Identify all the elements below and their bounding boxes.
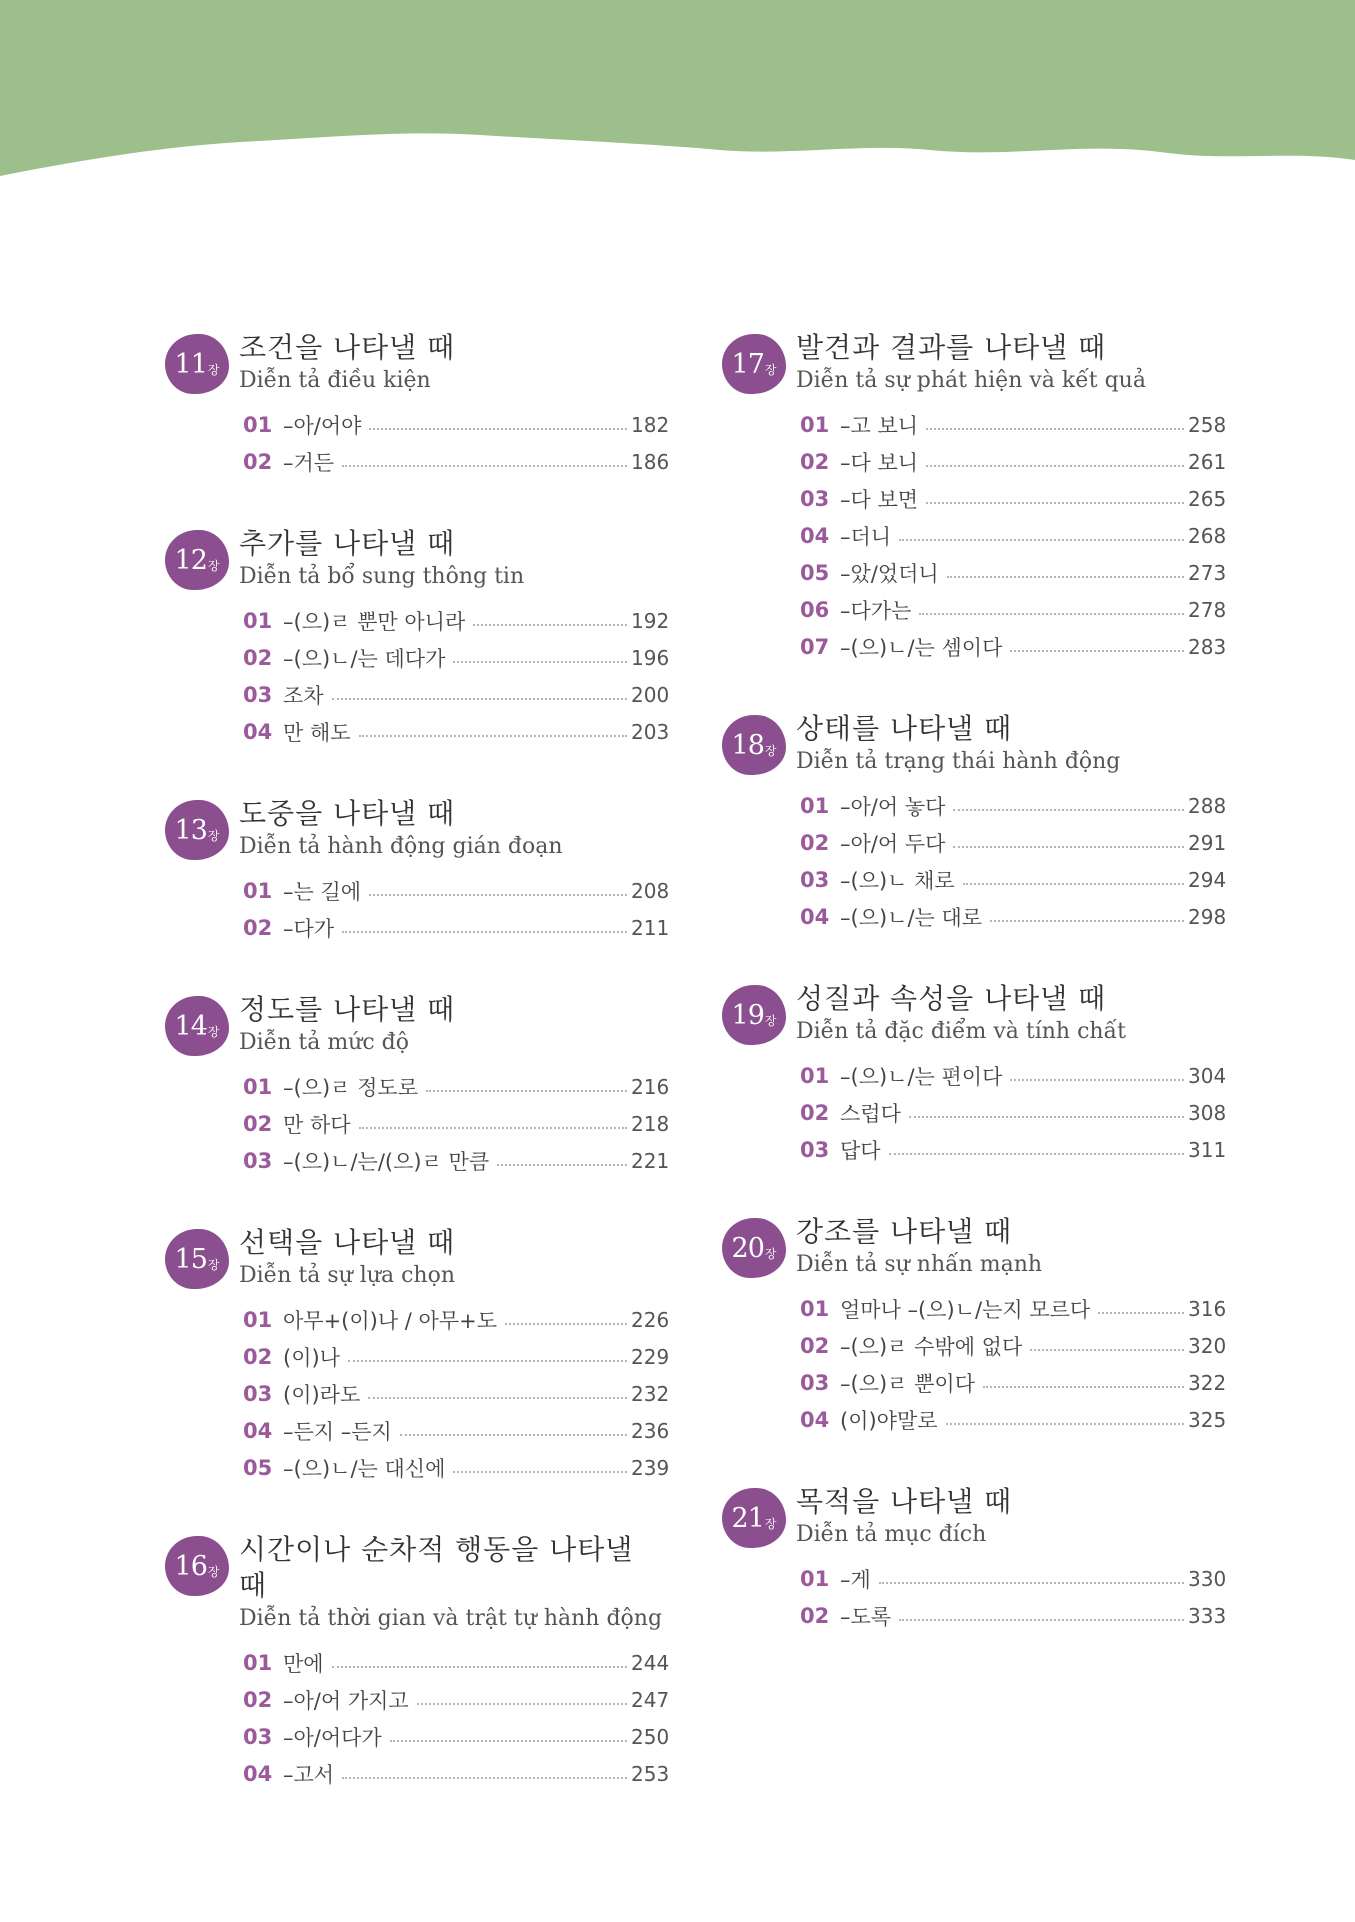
entry-title: –아/어 놓다 xyxy=(840,794,946,819)
chapter-jang: 장 xyxy=(207,1024,220,1039)
page-number: 226 xyxy=(631,1307,670,1332)
toc-entry[interactable] xyxy=(800,1560,1227,1597)
chapter-header xyxy=(722,711,1222,777)
chapter-items xyxy=(165,602,670,750)
chapter-header xyxy=(722,981,1222,1047)
entry-number: 03 xyxy=(243,1724,273,1749)
entry-title: –거든 xyxy=(283,450,335,475)
dot-leader xyxy=(1030,1349,1184,1351)
entry-title: (이)야말로 xyxy=(840,1408,938,1433)
toc-entry[interactable] xyxy=(243,1449,670,1486)
entry-number: 04 xyxy=(243,1418,273,1443)
entry-number: 03 xyxy=(243,1148,273,1173)
chapter-number: 19 xyxy=(731,999,764,1031)
chapter-items xyxy=(165,872,670,946)
entry-number: 04 xyxy=(800,523,830,548)
chapter-section xyxy=(722,711,1227,935)
entry-number: 04 xyxy=(800,1407,830,1432)
entry-number: 02 xyxy=(243,449,273,474)
entry-number: 03 xyxy=(243,1381,273,1406)
entry-title: 만 해도 xyxy=(283,720,351,745)
page-number: 218 xyxy=(631,1111,670,1136)
toc-entry[interactable] xyxy=(800,1364,1227,1401)
dot-leader xyxy=(990,920,1184,922)
dot-leader xyxy=(342,1777,627,1779)
entry-number: 02 xyxy=(800,1333,830,1358)
entry-title: –다 보니 xyxy=(840,450,919,475)
page-number: 333 xyxy=(1188,1603,1227,1628)
entry-number: 02 xyxy=(243,645,273,670)
entry-title: –아/어 가지고 xyxy=(283,1688,409,1713)
toc-right-column xyxy=(722,330,1227,1680)
chapter-subtitle: Diễn tả đặc điểm và tính chất xyxy=(796,1019,1126,1044)
chapter-number: 12 xyxy=(174,544,207,576)
page-number: 291 xyxy=(1188,830,1227,855)
toc-entry[interactable] xyxy=(243,1718,670,1755)
chapter-header xyxy=(722,1214,1222,1280)
chapter-section xyxy=(722,330,1227,665)
chapter-badge xyxy=(165,1229,229,1289)
entry-number: 03 xyxy=(800,867,830,892)
chapter-header xyxy=(722,330,1222,396)
page-number: 294 xyxy=(1188,867,1227,892)
dot-leader xyxy=(947,576,1184,578)
dot-leader xyxy=(348,1360,627,1362)
toc-left-column xyxy=(165,330,670,1838)
toc-entry[interactable] xyxy=(243,1142,670,1179)
page-number: 265 xyxy=(1188,486,1227,511)
chapter-items xyxy=(165,1301,670,1486)
dot-leader xyxy=(953,809,1184,811)
entry-title: –(으)ㄴ/는/(으)ㄹ 만큼 xyxy=(283,1149,490,1174)
page-number: 253 xyxy=(631,1761,670,1786)
chapter-number: 17 xyxy=(731,348,764,380)
toc-entry[interactable] xyxy=(243,602,670,639)
entry-title: –게 xyxy=(840,1567,871,1592)
toc-entry[interactable] xyxy=(800,1290,1227,1327)
entry-title: –(으)ㄴ/는 편이다 xyxy=(840,1064,1003,1089)
toc-entry[interactable] xyxy=(800,861,1227,898)
chapter-items xyxy=(165,1644,670,1792)
entry-number: 01 xyxy=(243,1650,273,1675)
page-number: 304 xyxy=(1188,1063,1227,1088)
page-number: 283 xyxy=(1188,634,1227,659)
chapter-jang: 장 xyxy=(764,362,777,377)
dot-leader xyxy=(359,1127,627,1129)
entry-title: (이)나 xyxy=(283,1345,340,1370)
entry-number: 01 xyxy=(800,1063,830,1088)
entry-number: 02 xyxy=(243,1111,273,1136)
entry-number: 02 xyxy=(243,1344,273,1369)
dot-leader xyxy=(1010,650,1184,652)
dot-leader xyxy=(505,1323,627,1325)
chapter-section xyxy=(165,526,670,750)
page-number: 221 xyxy=(631,1148,670,1173)
chapter-subtitle: Diễn tả sự lựa chọn xyxy=(239,1263,455,1288)
dot-leader xyxy=(359,735,627,737)
entry-number: 05 xyxy=(800,560,830,585)
chapter-jang: 장 xyxy=(207,558,220,573)
chapter-jang: 장 xyxy=(207,1564,220,1579)
chapter-title: 추가를 나타낼 때 xyxy=(239,527,456,560)
page-number: 320 xyxy=(1188,1333,1227,1358)
toc-entry[interactable] xyxy=(243,1301,670,1338)
toc-entry[interactable] xyxy=(243,406,670,443)
toc-entry[interactable] xyxy=(243,1338,670,1375)
entry-title: 만에 xyxy=(283,1651,324,1676)
entry-number: 01 xyxy=(243,878,273,903)
dot-leader xyxy=(879,1582,1184,1584)
chapter-title: 발견과 결과를 나타낼 때 xyxy=(796,331,1107,364)
chapter-title: 시간이나 순차적 행동을 나타낼 때 xyxy=(239,1533,634,1602)
chapter-number: 18 xyxy=(731,729,764,761)
chapter-items xyxy=(722,406,1227,665)
page-number: 203 xyxy=(631,719,670,744)
header-band xyxy=(0,0,1355,200)
chapter-subtitle: Diễn tả trạng thái hành động xyxy=(796,749,1121,774)
entry-number: 01 xyxy=(243,1307,273,1332)
toc-entry[interactable] xyxy=(800,824,1227,861)
dot-leader xyxy=(983,1386,1184,1388)
chapter-number: 16 xyxy=(174,1550,207,1582)
page-number: 200 xyxy=(631,682,670,707)
chapter-section xyxy=(165,1225,670,1486)
entry-title: –아/어 두다 xyxy=(840,831,946,856)
toc-entry[interactable] xyxy=(800,1401,1227,1438)
chapter-number: 13 xyxy=(174,814,207,846)
chapter-badge xyxy=(165,996,229,1056)
chapter-subtitle: Diễn tả bổ sung thông tin xyxy=(239,564,525,589)
chapter-header xyxy=(165,1225,665,1291)
dot-leader xyxy=(369,428,627,430)
entry-number: 04 xyxy=(243,719,273,744)
entry-title: 답다 xyxy=(840,1138,881,1163)
page-number: 325 xyxy=(1188,1407,1227,1432)
page-number: 250 xyxy=(631,1724,670,1749)
entry-title: –다가는 xyxy=(840,598,912,623)
toc-entry[interactable] xyxy=(800,1131,1227,1168)
entry-number: 03 xyxy=(243,682,273,707)
dot-leader xyxy=(919,613,1184,615)
entry-number: 03 xyxy=(800,1370,830,1395)
page-number: 244 xyxy=(631,1650,670,1675)
dot-leader xyxy=(1010,1079,1184,1081)
toc-entry[interactable] xyxy=(800,1094,1227,1131)
dot-leader xyxy=(453,661,627,663)
chapter-number: 11 xyxy=(174,348,207,380)
chapter-items xyxy=(722,1560,1227,1634)
chapter-jang: 장 xyxy=(207,362,220,377)
toc-entry[interactable] xyxy=(243,1068,670,1105)
entry-number: 05 xyxy=(243,1455,273,1480)
entry-title: –았/었더니 xyxy=(840,561,939,586)
page-number: 247 xyxy=(631,1687,670,1712)
chapter-section xyxy=(165,1532,670,1792)
entry-title: 얼마나 –(으)ㄴ/는지 모르다 xyxy=(840,1297,1091,1322)
chapter-items xyxy=(722,1290,1227,1438)
page-number: 261 xyxy=(1188,449,1227,474)
entry-number: 02 xyxy=(800,449,830,474)
chapter-title: 조건을 나타낼 때 xyxy=(239,331,456,364)
chapter-number: 15 xyxy=(174,1243,207,1275)
dot-leader xyxy=(963,883,1184,885)
page-number: 196 xyxy=(631,645,670,670)
page-number: 322 xyxy=(1188,1370,1227,1395)
dot-leader xyxy=(926,428,1184,430)
entry-title: 조차 xyxy=(283,683,324,708)
chapter-badge xyxy=(722,1218,786,1278)
page-number: 192 xyxy=(631,608,670,633)
chapter-jang: 장 xyxy=(764,1013,777,1028)
chapter-number: 14 xyxy=(174,1010,207,1042)
dot-leader xyxy=(332,1666,627,1668)
toc-entry[interactable] xyxy=(243,1644,670,1681)
toc-entry[interactable] xyxy=(800,787,1227,824)
entry-title: –(으)ㄴ/는 대로 xyxy=(840,905,983,930)
page-number: 273 xyxy=(1188,560,1227,585)
entry-number: 01 xyxy=(800,412,830,437)
dot-leader xyxy=(400,1434,627,1436)
chapter-badge xyxy=(165,530,229,590)
chapter-header xyxy=(165,330,665,396)
chapter-header xyxy=(165,992,665,1058)
chapter-jang: 장 xyxy=(764,743,777,758)
chapter-section xyxy=(722,1484,1227,1634)
chapter-section xyxy=(722,981,1227,1168)
dot-leader xyxy=(953,846,1184,848)
entry-title: –(으)ㄹ 수밖에 없다 xyxy=(840,1334,1023,1359)
entry-number: 02 xyxy=(243,915,273,940)
chapter-title: 정도를 나타낼 때 xyxy=(239,993,456,1026)
page-number: 208 xyxy=(631,878,670,903)
toc-entry[interactable] xyxy=(243,1375,670,1412)
dot-leader xyxy=(426,1090,627,1092)
chapter-subtitle: Diễn tả thời gian và trật tự hành động xyxy=(239,1606,663,1631)
entry-title: –아/어야 xyxy=(283,413,362,438)
chapter-header xyxy=(165,796,665,862)
chapter-badge xyxy=(165,1536,229,1596)
dot-leader xyxy=(369,894,627,896)
dot-leader xyxy=(390,1740,627,1742)
chapter-title: 도중을 나타낼 때 xyxy=(239,797,456,830)
entry-title: 아무+(이)나 / 아무+도 xyxy=(283,1308,498,1333)
chapter-title: 강조를 나타낼 때 xyxy=(796,1215,1013,1248)
entry-number: 03 xyxy=(800,486,830,511)
dot-leader xyxy=(368,1397,627,1399)
entry-title: (이)라도 xyxy=(283,1382,361,1407)
chapter-subtitle: Diễn tả mục đích xyxy=(796,1522,987,1547)
dot-leader xyxy=(1098,1312,1184,1314)
toc-entry[interactable] xyxy=(243,676,670,713)
page-number: 186 xyxy=(631,449,670,474)
chapter-items xyxy=(165,1068,670,1179)
chapter-badge xyxy=(165,800,229,860)
entry-title: –든지 –든지 xyxy=(283,1419,392,1444)
toc-entry[interactable] xyxy=(243,443,670,480)
toc-entry[interactable] xyxy=(800,443,1227,480)
entry-title: 스럽다 xyxy=(840,1101,901,1126)
entry-number: 02 xyxy=(800,1603,830,1628)
chapter-subtitle: Diễn tả sự nhấn mạnh xyxy=(796,1252,1043,1277)
dot-leader xyxy=(909,1116,1184,1118)
chapter-title: 상태를 나타낼 때 xyxy=(796,712,1013,745)
page-number: 211 xyxy=(631,915,670,940)
page-number: 239 xyxy=(631,1455,670,1480)
toc-entry[interactable] xyxy=(243,1105,670,1142)
chapter-number: 21 xyxy=(731,1502,764,1534)
page-number: 278 xyxy=(1188,597,1227,622)
entry-title: 만 하다 xyxy=(283,1112,351,1137)
entry-number: 06 xyxy=(800,597,830,622)
toc-entry[interactable] xyxy=(243,639,670,676)
entry-number: 07 xyxy=(800,634,830,659)
entry-title: –(으)ㄴ/는 데다가 xyxy=(283,646,446,671)
page-number: 229 xyxy=(631,1344,670,1369)
dot-leader xyxy=(889,1153,1184,1155)
entry-title: –(으)ㄹ 뿐이다 xyxy=(840,1371,975,1396)
entry-title: –고서 xyxy=(283,1762,335,1787)
chapter-header xyxy=(165,1532,665,1634)
page-number: 330 xyxy=(1188,1566,1227,1591)
chapter-title: 목적을 나타낼 때 xyxy=(796,1485,1013,1518)
dot-leader xyxy=(342,465,627,467)
page-number: 258 xyxy=(1188,412,1227,437)
chapter-items xyxy=(722,787,1227,935)
page-number: 316 xyxy=(1188,1296,1227,1321)
toc-entry[interactable] xyxy=(243,1681,670,1718)
chapter-badge xyxy=(722,334,786,394)
chapter-title: 선택을 나타낼 때 xyxy=(239,1226,456,1259)
chapter-section xyxy=(165,330,670,480)
dot-leader xyxy=(899,1619,1184,1621)
entry-title: –고 보니 xyxy=(840,413,919,438)
entry-title: –도록 xyxy=(840,1604,892,1629)
chapter-jang: 장 xyxy=(207,1257,220,1272)
dot-leader xyxy=(417,1703,627,1705)
page-number: 236 xyxy=(631,1418,670,1443)
chapter-badge xyxy=(722,985,786,1045)
page-number: 288 xyxy=(1188,793,1227,818)
toc-entry[interactable] xyxy=(243,1412,670,1449)
chapter-badge xyxy=(165,334,229,394)
entry-number: 01 xyxy=(243,1074,273,1099)
entry-title: –(으)ㄴ/는 대신에 xyxy=(283,1456,446,1481)
chapter-badge xyxy=(722,1488,786,1548)
dot-leader xyxy=(342,931,627,933)
chapter-items xyxy=(722,1057,1227,1168)
entry-number: 01 xyxy=(243,412,273,437)
toc-entry[interactable] xyxy=(243,1755,670,1792)
chapter-number: 20 xyxy=(731,1232,764,1264)
chapter-badge xyxy=(722,715,786,775)
toc-entry[interactable] xyxy=(800,1597,1227,1634)
chapter-subtitle: Diễn tả sự phát hiện và kết quả xyxy=(796,368,1146,393)
entry-title: –아/어다가 xyxy=(283,1725,382,1750)
entry-title: –다가 xyxy=(283,916,335,941)
toc-entry[interactable] xyxy=(243,909,670,946)
chapter-header xyxy=(165,526,665,592)
page-number: 182 xyxy=(631,412,670,437)
toc-entry[interactable] xyxy=(800,406,1227,443)
page-number: 268 xyxy=(1188,523,1227,548)
dot-leader xyxy=(453,1471,627,1473)
toc-entry[interactable] xyxy=(243,713,670,750)
entry-title: –(으)ㄴ 채로 xyxy=(840,868,955,893)
chapter-jang: 장 xyxy=(764,1516,777,1531)
chapter-section xyxy=(165,992,670,1179)
dot-leader xyxy=(926,465,1184,467)
entry-number: 02 xyxy=(243,1687,273,1712)
chapter-title: 성질과 속성을 나타낼 때 xyxy=(796,982,1107,1015)
entry-title: –(으)ㄹ 정도로 xyxy=(283,1075,418,1100)
chapter-items xyxy=(165,406,670,480)
page-number: 232 xyxy=(631,1381,670,1406)
chapter-subtitle: Diễn tả mức độ xyxy=(239,1030,409,1055)
page-number: 216 xyxy=(631,1074,670,1099)
chapter-subtitle: Diễn tả điều kiện xyxy=(239,368,431,393)
entry-number: 01 xyxy=(800,1296,830,1321)
entry-title: –더니 xyxy=(840,524,892,549)
dot-leader xyxy=(497,1164,627,1166)
toc-entry[interactable] xyxy=(800,554,1227,591)
chapter-subtitle: Diễn tả hành động gián đoạn xyxy=(239,834,563,859)
dot-leader xyxy=(926,502,1184,504)
toc-entry[interactable] xyxy=(243,872,670,909)
dot-leader xyxy=(473,624,627,626)
toc-entry[interactable] xyxy=(800,628,1227,665)
entry-number: 04 xyxy=(800,904,830,929)
toc-entry[interactable] xyxy=(800,591,1227,628)
dot-leader xyxy=(332,698,627,700)
entry-title: –(으)ㄹ 뿐만 아니라 xyxy=(283,609,466,634)
page-number: 311 xyxy=(1188,1137,1227,1162)
toc-entry[interactable] xyxy=(800,898,1227,935)
entry-number: 01 xyxy=(243,608,273,633)
chapter-header xyxy=(722,1484,1222,1550)
chapter-jang: 장 xyxy=(207,828,220,843)
entry-title: –(으)ㄴ/는 셈이다 xyxy=(840,635,1003,660)
entry-number: 04 xyxy=(243,1761,273,1786)
page-number: 298 xyxy=(1188,904,1227,929)
entry-title: –다 보면 xyxy=(840,487,919,512)
entry-number: 01 xyxy=(800,793,830,818)
chapter-section xyxy=(722,1214,1227,1438)
toc-entry[interactable] xyxy=(800,1327,1227,1364)
dot-leader xyxy=(946,1423,1184,1425)
toc-entry[interactable] xyxy=(800,517,1227,554)
entry-number: 02 xyxy=(800,1100,830,1125)
entry-number: 02 xyxy=(800,830,830,855)
chapter-section xyxy=(165,796,670,946)
entry-title: –는 길에 xyxy=(283,879,362,904)
entry-number: 01 xyxy=(800,1566,830,1591)
page-number: 308 xyxy=(1188,1100,1227,1125)
chapter-jang: 장 xyxy=(764,1246,777,1261)
dot-leader xyxy=(899,539,1184,541)
toc-entry[interactable] xyxy=(800,480,1227,517)
entry-number: 03 xyxy=(800,1137,830,1162)
toc-entry[interactable] xyxy=(800,1057,1227,1094)
